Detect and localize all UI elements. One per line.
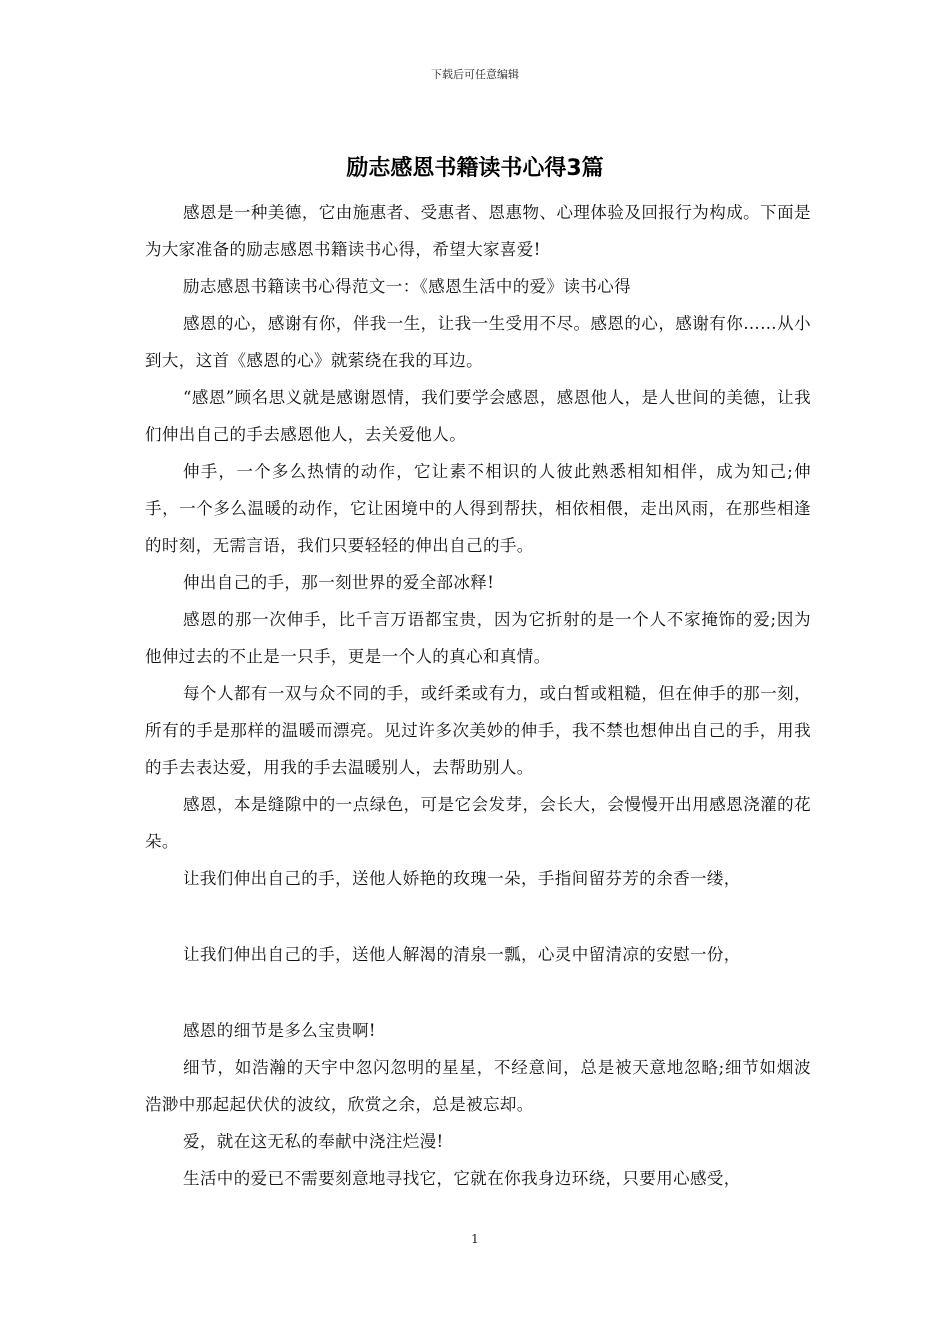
paragraph: 感恩的心，感谢有你，伴我一生，让我一生受用不尽。感恩的心，感谢有你……从小到大，这首《感恩的心》就萦绕在我的耳边。 (145, 314, 811, 370)
paragraph: 让我们伸出自己的手，送他人解渴的清泉一瓢，心灵中留清凉的安慰一份， (183, 945, 741, 964)
paragraph: “感恩”顾名思义就是感谢恩情，我们要学会感恩，感恩他人，是人世间的美德，让我们伸出自己的手去感恩他人，去关爱他人。 (145, 388, 811, 444)
paragraph: 感恩的那一次伸手，比千言万语都宝贵，因为它折射的是一个人不家掩饰的爱;因为他伸过去的不止是一只手，更是一个人的真心和真情。 (145, 610, 811, 666)
document-title: 励志感恩书籍读书心得3篇 (346, 156, 604, 181)
paragraph-intro: 感恩是一种美德，它由施惠者、受惠者、恩惠物、心理体验及回报行为构成。下面是为大家准备的励志感恩书籍读书心得，希望大家喜爱! (145, 203, 811, 259)
paragraph: 伸出自己的手，那一刻世界的爱全部冰释! (183, 573, 495, 592)
paragraph: 感恩的细节是多么宝贵啊! (183, 1021, 376, 1040)
paragraph-section-heading: 励志感恩书籍读书心得范文一：《感恩生活中的爱》读书心得 (183, 277, 632, 296)
paragraph: 伸手，一个多么热情的动作，它让素不相识的人彼此熟悉相知相伴，成为知己;伸手，一个多么温暖的动作，它让困境中的人得到帮扶，相依相偎，走出风雨，在那些相逢的时刻，无需言语，我们只要轻轻的伸出自己的手。 (145, 462, 811, 555)
paragraph: 细节，如浩瀚的天宇中忽闪忽明的星星，不经意间，总是被天意地忽略;细节如烟波浩渺中那起起伏伏的波纹，欣赏之余，总是被忘却。 (145, 1058, 811, 1114)
paragraph: 爱，就在这无私的奉献中浇注烂漫! (183, 1132, 444, 1151)
page-header-note: 下载后可任意编辑 (431, 68, 519, 81)
document-body (145, 194, 811, 1197)
paragraph: 生活中的爱已不需要刻意地寻找它，它就在你我身边环绕，只要用心感受， (183, 1169, 741, 1188)
paragraph: 让我们伸出自己的手，送他人娇艳的玫瑰一朵，手指间留芬芳的余香一缕， (183, 869, 741, 888)
paragraph: 每个人都有一双与众不同的手，或纤柔或有力，或白皙或粗糙，但在伸手的那一刻，所有的手是那样的温暖而漂亮。见过许多次美妙的伸手，我不禁也想伸出自己的手，用我的手去表达爱，用我的手去温暖别人，去帮助别人。 (145, 684, 811, 777)
page-number: 1 (471, 1232, 479, 1246)
paragraph: 感恩，本是缝隙中的一点绿色，可是它会发芽，会长大，会慢慢开出用感恩浇灌的花朵。 (145, 795, 811, 851)
